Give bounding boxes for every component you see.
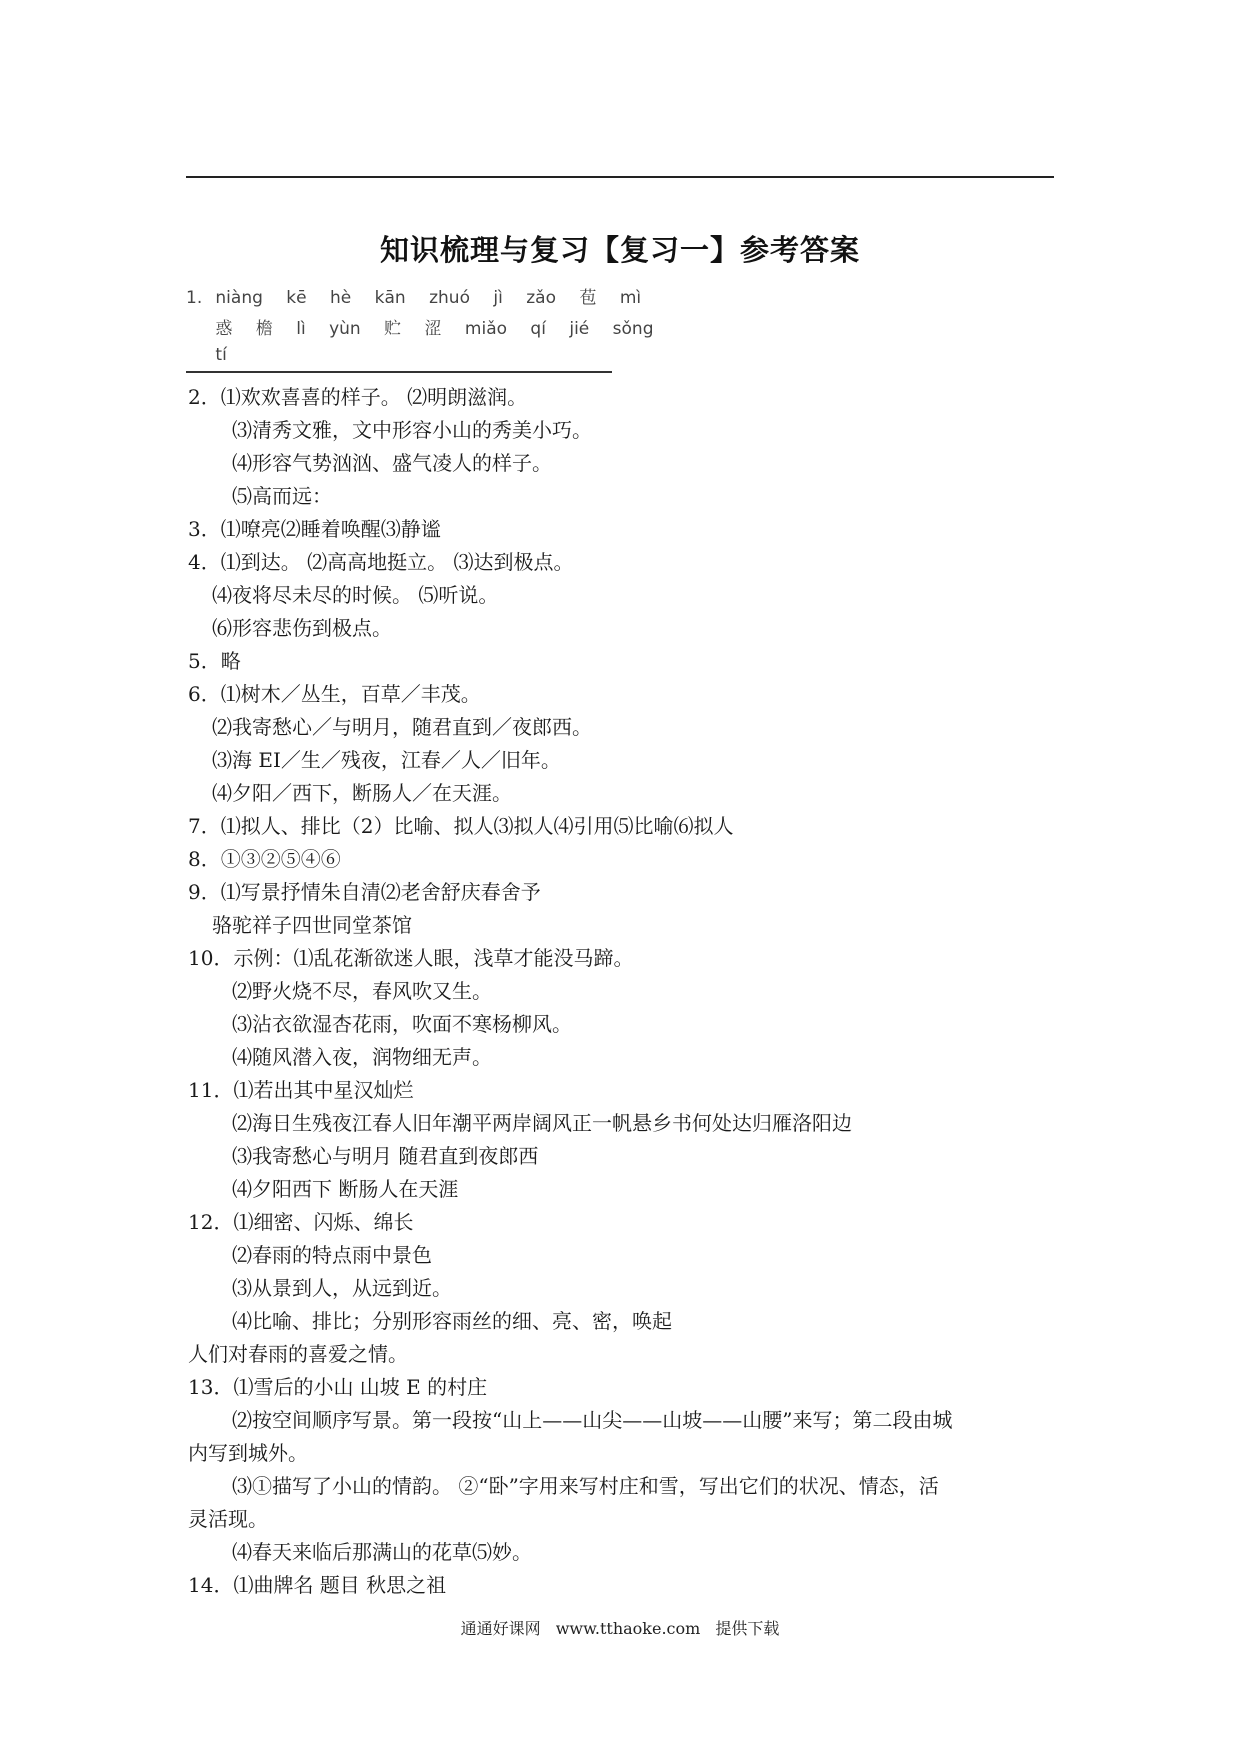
- answer-line: 骆驼祥子四世同堂茶馆: [212, 913, 412, 937]
- answer-line: ⑷春天来临后那满山的花草⑸妙。: [232, 1540, 532, 1564]
- pinyin-token: jì: [493, 288, 503, 308]
- pinyin-token: miǎo: [464, 319, 508, 339]
- pinyin-token: tí: [215, 345, 227, 365]
- pinyin-token: hè: [330, 288, 352, 308]
- answer-line: ⑶我寄愁心与明月 随君直到夜郎西: [232, 1144, 539, 1168]
- answer-line: ⑵按空间顺序写景。第一段按“山上——山尖——山坡——山腰”来写；第二段由城: [232, 1408, 953, 1432]
- answer-line: ⑸高而远：: [232, 484, 332, 508]
- pinyin-token: sǒng: [612, 319, 654, 339]
- question-number: 1.: [186, 288, 203, 308]
- answer-line: ⑷夕阳／西下，断肠人／在天涯。: [212, 781, 512, 805]
- page-title: 知识梳理与复习【复习一】参考答案: [379, 233, 860, 267]
- answer-line: ⑶清秀文雅，文中形容小山的秀美小巧。: [232, 418, 592, 442]
- answer-line: ⑶①描写了小山的情韵。 ②“卧”字用来写村庄和雪，写出它们的状况、情态，活: [232, 1474, 939, 1498]
- pinyin-token: zǎo: [526, 288, 556, 308]
- pinyin-token: kān: [374, 288, 406, 308]
- answer-line: ⑵春雨的特点雨中景色: [232, 1243, 432, 1267]
- pinyin-block: [186, 283, 671, 376]
- page-footer: [0, 1616, 1240, 1639]
- answer-line: ⑷比喻、排比；分别形容雨丝的细、亮、密，唤起: [232, 1309, 672, 1333]
- pinyin-token: kē: [286, 288, 307, 308]
- answer-line: ⑷夕阳西下 断肠人在天涯: [232, 1177, 459, 1201]
- answer-line: 9．⑴写景抒情朱自清⑵老舍舒庆春舍予: [188, 880, 541, 904]
- answer-line: 4．⑴到达。 ⑵高高地挺立。 ⑶达到极点。: [188, 550, 574, 574]
- footer-url[interactable]: www.tthaoke.com: [555, 1619, 701, 1638]
- answer-line: ⑶海 EI／生／残夜，江春／人／旧年。: [212, 748, 561, 772]
- answer-line: ⑷随风潜入夜，润物细无声。: [232, 1045, 492, 1069]
- answer-line: 14．⑴曲牌名 题目 秋思之祖: [188, 1573, 447, 1597]
- answer-line: 7．⑴拟人、排比（2）比喻、拟人⑶拟人⑷引用⑸比喻⑹拟人: [188, 814, 734, 838]
- pinyin-token: lì: [296, 319, 306, 339]
- answer-line: ⑹形容悲伤到极点。: [212, 616, 392, 640]
- answer-line: ⑷形容气势汹汹、盛气凌人的样子。: [232, 451, 552, 475]
- answer-line: ⑵海日生残夜江春人旧年潮平两岸阔风正一帆悬乡书何处达归雁洛阳边: [232, 1111, 852, 1135]
- pinyin-token: zhuó: [429, 288, 470, 308]
- pinyin-row-2: [186, 314, 671, 345]
- pinyin-token: 苞: [579, 288, 597, 308]
- answer-line: 6．⑴树木／丛生，百草／丰茂。: [188, 682, 481, 706]
- pinyin-row-1: [186, 283, 671, 314]
- pinyin-token: niàng: [215, 288, 263, 308]
- footer-note: 提供下载: [715, 1619, 780, 1638]
- answer-line: ⑵野火烧不尽，春风吹又生。: [232, 979, 492, 1003]
- answer-line: 10．示例：⑴乱花渐欲迷人眼，浅草才能没马蹄。: [188, 946, 634, 970]
- header-rule: [186, 176, 1054, 178]
- pinyin-token: mì: [619, 288, 642, 308]
- answer-line: ⑵我寄愁心／与明月，随君直到／夜郎西。: [212, 715, 592, 739]
- answer-line: 2．⑴欢欢喜喜的样子。 ⑵明朗滋润。: [188, 385, 528, 409]
- answer-line: 8．①③②⑤④⑥: [188, 847, 341, 871]
- answer-line: 11．⑴若出其中星汉灿烂: [188, 1078, 414, 1102]
- pinyin-underline: [186, 371, 612, 373]
- answer-line: 3．⑴嘹亮⑵睡着唤醒⑶静谧: [188, 517, 441, 541]
- answer-line: 5．略: [188, 649, 241, 673]
- pinyin-token: yùn: [329, 319, 361, 339]
- pinyin-token: 惑: [215, 319, 233, 339]
- pinyin-token: 贮: [384, 319, 402, 339]
- answer-line: 13．⑴雪后的小山 山坡 E 的村庄: [188, 1375, 488, 1399]
- pinyin-token: 檐: [255, 319, 273, 339]
- footer-site-name: 通通好课网: [460, 1619, 541, 1638]
- answer-line: 人们对春雨的喜爱之情。: [188, 1342, 408, 1366]
- answer-line: 灵活现。: [188, 1507, 268, 1531]
- pinyin-token: 涩: [424, 319, 442, 339]
- pinyin-token: qí: [530, 319, 546, 339]
- answer-line: ⑶沾衣欲湿杏花雨，吹面不寒杨柳风。: [232, 1012, 572, 1036]
- answer-line: 内写到城外。: [188, 1441, 308, 1465]
- answer-line: 12．⑴细密、闪烁、绵长: [188, 1210, 414, 1234]
- answer-line: ⑷夜将尽未尽的时候。 ⑸听说。: [212, 583, 499, 607]
- answer-line: ⑶从景到人，从远到近。: [232, 1276, 452, 1300]
- pinyin-token: jié: [569, 319, 590, 339]
